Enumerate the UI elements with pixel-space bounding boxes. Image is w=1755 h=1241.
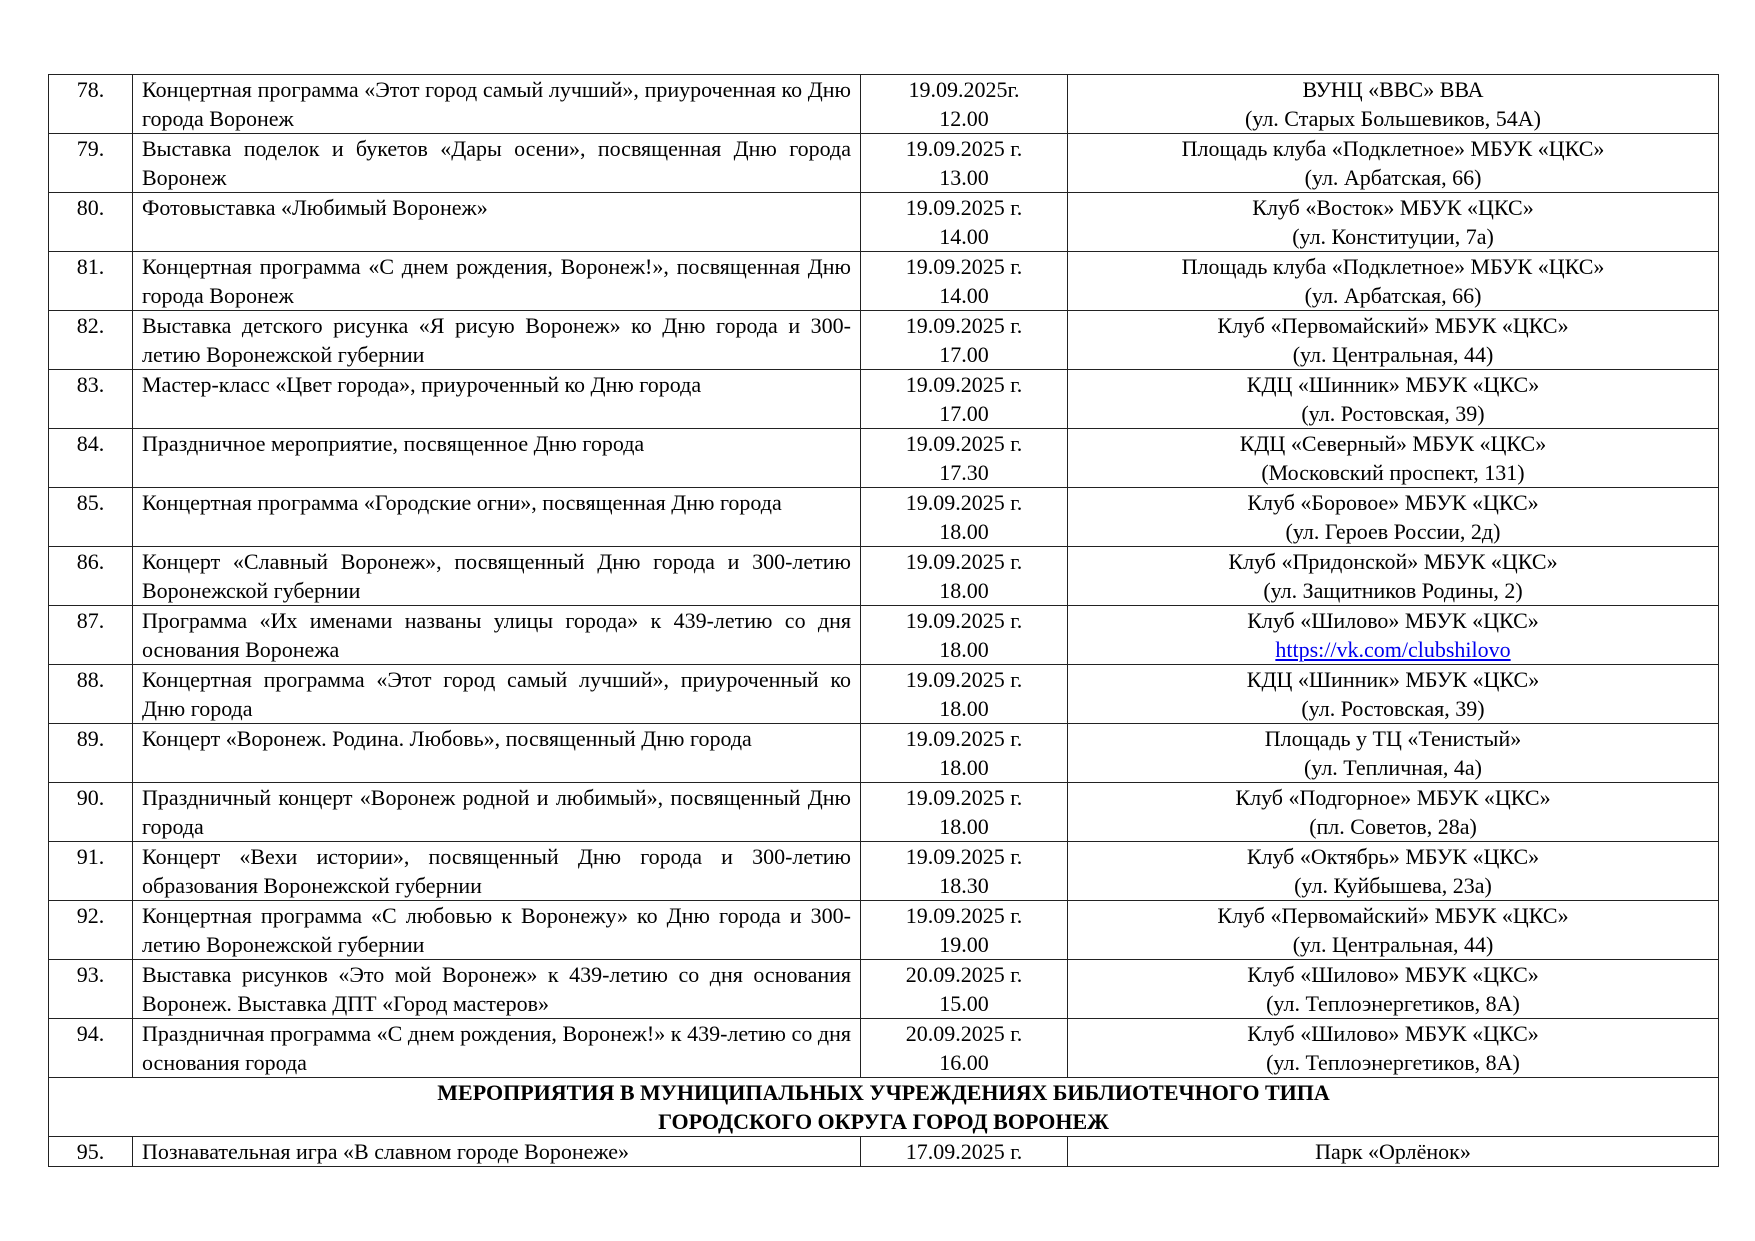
table-row: [49, 724, 1719, 783]
event-time-value: 18.00: [939, 814, 989, 839]
event-time-value: 18.00: [939, 578, 989, 603]
table-row: [49, 252, 1719, 311]
event-place-address: (пл. Советов, 28а): [1309, 814, 1477, 839]
event-place: [1068, 370, 1719, 429]
event-place: [1068, 842, 1719, 901]
event-place-address: (ул. Центральная, 44): [1292, 342, 1494, 367]
event-name: Концертная программа «Этот город самый лучший», приуроченная ко Дню города Воронеж: [133, 75, 861, 134]
row-number: 80.: [49, 193, 133, 252]
event-place-address: (ул. Теплоэнергетиков, 8А): [1266, 991, 1520, 1016]
event-date-value: 19.09.2025 г.: [905, 313, 1023, 338]
event-date: [861, 901, 1068, 960]
event-place-address: (ул. Героев России, 2д): [1285, 519, 1501, 544]
event-date-value: 19.09.2025 г.: [905, 667, 1023, 692]
table-row: [49, 783, 1719, 842]
event-date-value: 19.09.2025 г.: [905, 903, 1023, 928]
event-place-name: Клуб «Первомайский» МБУК «ЦКС»: [1217, 903, 1569, 928]
event-link[interactable]: https://vk.com/clubshilovo: [1275, 637, 1511, 662]
event-time-value: 15.00: [939, 991, 989, 1016]
row-number: 87.: [49, 606, 133, 665]
event-date: [861, 1137, 1068, 1167]
event-date-value: 19.09.2025 г.: [905, 490, 1023, 515]
event-name: Праздничная программа «С днем рождения, Воронеж!» к 439-летию со дня основания города: [133, 1019, 861, 1078]
event-date: [861, 488, 1068, 547]
event-date: [861, 370, 1068, 429]
event-date: [861, 1019, 1068, 1078]
event-place-name: Площадь у ТЦ «Тенистый»: [1264, 726, 1522, 751]
table-row: [49, 606, 1719, 665]
event-place-name: Площадь клуба «Подклетное» МБУК «ЦКС»: [1181, 136, 1605, 161]
event-place-address: (ул. Арбатская, 66): [1304, 165, 1482, 190]
event-place-address: (ул. Тепличная, 4а): [1303, 755, 1483, 780]
event-date: [861, 193, 1068, 252]
event-place-name: Клуб «Октябрь» МБУК «ЦКС»: [1246, 844, 1540, 869]
table-row: [49, 370, 1719, 429]
event-place: [1068, 724, 1719, 783]
event-place-address: (ул. Арбатская, 66): [1304, 283, 1482, 308]
event-place: [1068, 547, 1719, 606]
event-name: Праздничное мероприятие, посвященное Дню города: [133, 429, 861, 488]
event-name: Выставка рисунков «Это мой Воронеж» к 439-летию со дня основания Воронеж. Выставка ДПТ «Город мастеров»: [133, 960, 861, 1019]
event-time-value: 18.00: [939, 637, 989, 662]
event-place-name: Площадь клуба «Подклетное» МБУК «ЦКС»: [1181, 254, 1605, 279]
event-time-value: 13.00: [939, 165, 989, 190]
section-header-row: [49, 1078, 1719, 1137]
section-title-line-2: ГОРОДСКОГО ОКРУГА ГОРОД ВОРОНЕЖ: [658, 1109, 1109, 1134]
event-date-value: 19.09.2025 г.: [905, 608, 1023, 633]
event-time-value: 17.00: [939, 401, 989, 426]
events-table: [48, 74, 1719, 1167]
row-number: 79.: [49, 134, 133, 193]
event-name: Концерт «Славный Воронеж», посвященный Дню города и 300-летию Воронежской губернии: [133, 547, 861, 606]
event-date-value: 19.09.2025 г.: [905, 549, 1023, 574]
event-name: Концертная программа «С любовью к Воронежу» ко Дню города и 300-летию Воронежской губернии: [133, 901, 861, 960]
event-place-address: (ул. Теплоэнергетиков, 8А): [1266, 1050, 1520, 1075]
row-number: 86.: [49, 547, 133, 606]
event-place-name: Парк «Орлёнок»: [1315, 1139, 1471, 1164]
event-place-name: Клуб «Шилово» МБУК «ЦКС»: [1247, 962, 1539, 987]
event-name: Фотовыставка «Любимый Воронеж»: [133, 193, 861, 252]
event-date-value: 19.09.2025 г.: [905, 844, 1023, 869]
table-row: [49, 547, 1719, 606]
event-date-value: 20.09.2025 г.: [905, 1021, 1023, 1046]
row-number: 83.: [49, 370, 133, 429]
event-time-value: 19.00: [939, 932, 989, 957]
event-place: [1068, 75, 1719, 134]
event-date-value: 19.09.2025г.: [908, 77, 1020, 102]
event-name: Программа «Их именами названы улицы города» к 439-летию со дня основания Воронежа: [133, 606, 861, 665]
event-place-address: (ул. Старых Большевиков, 54А): [1244, 106, 1542, 131]
event-name: Выставка поделок и букетов «Дары осени», посвященная Дню города Воронеж: [133, 134, 861, 193]
section-title-line-1: МЕРОПРИЯТИЯ В МУНИЦИПАЛЬНЫХ УЧРЕЖДЕНИЯХ БИБЛИОТЕЧНОГО ТИПА: [437, 1080, 1330, 1105]
event-name: Мастер-класс «Цвет города», приуроченный ко Дню города: [133, 370, 861, 429]
event-date: [861, 134, 1068, 193]
event-date: [861, 842, 1068, 901]
event-date: [861, 724, 1068, 783]
event-time-value: 17.30: [939, 460, 989, 485]
event-time-value: 18.00: [939, 696, 989, 721]
event-place: [1068, 783, 1719, 842]
event-name: Концертная программа «Городские огни», посвященная Дню города: [133, 488, 861, 547]
event-name: Концерт «Вехи истории», посвященный Дню города и 300-летию образования Воронежской губернии: [133, 842, 861, 901]
event-time-value: 18.30: [939, 873, 989, 898]
event-place-name: Клуб «Первомайский» МБУК «ЦКС»: [1217, 313, 1569, 338]
event-date: [861, 606, 1068, 665]
event-place: [1068, 252, 1719, 311]
event-time-value: 18.00: [939, 755, 989, 780]
event-place-name: Клуб «Придонской» МБУК «ЦКС»: [1228, 549, 1558, 574]
row-number: 88.: [49, 665, 133, 724]
event-place-name: КДЦ «Шинник» МБУК «ЦКС»: [1246, 667, 1540, 692]
row-number: 82.: [49, 311, 133, 370]
table-row: [49, 311, 1719, 370]
event-time-value: 17.00: [939, 342, 989, 367]
event-date: [861, 783, 1068, 842]
row-number: 91.: [49, 842, 133, 901]
event-date: [861, 547, 1068, 606]
table-row: [49, 1019, 1719, 1078]
event-place: [1068, 193, 1719, 252]
event-date-value: 19.09.2025 г.: [905, 195, 1023, 220]
table-row: [49, 665, 1719, 724]
event-place: [1068, 488, 1719, 547]
row-number: 89.: [49, 724, 133, 783]
table-row: [49, 75, 1719, 134]
event-place: [1068, 429, 1719, 488]
event-place-name: КДЦ «Шинник» МБУК «ЦКС»: [1246, 372, 1540, 397]
event-date-value: 19.09.2025 г.: [905, 431, 1023, 456]
event-place-name: Клуб «Подгорное» МБУК «ЦКС»: [1235, 785, 1551, 810]
table-row: [49, 1137, 1719, 1167]
event-name: Выставка детского рисунка «Я рисую Воронеж» ко Дню города и 300-летию Воронежской губернии: [133, 311, 861, 370]
section-title: [49, 1078, 1719, 1137]
event-place-name: Клуб «Восток» МБУК «ЦКС»: [1252, 195, 1534, 220]
event-date: [861, 311, 1068, 370]
row-number: 84.: [49, 429, 133, 488]
table-row: [49, 134, 1719, 193]
event-date-value: 19.09.2025 г.: [905, 136, 1023, 161]
event-place-name: Клуб «Шилово» МБУК «ЦКС»: [1247, 1021, 1539, 1046]
event-time-value: 16.00: [939, 1050, 989, 1075]
row-number: 81.: [49, 252, 133, 311]
event-date: [861, 75, 1068, 134]
event-date: [861, 960, 1068, 1019]
row-number: 94.: [49, 1019, 133, 1078]
table-row: [49, 488, 1719, 547]
event-name: Праздничный концерт «Воронеж родной и любимый», посвященный Дню города: [133, 783, 861, 842]
event-place-address: (ул. Конституции, 7а): [1292, 224, 1494, 249]
table-row: [49, 193, 1719, 252]
event-time-value: 14.00: [939, 283, 989, 308]
event-place: [1068, 134, 1719, 193]
event-place: [1068, 960, 1719, 1019]
row-number: 92.: [49, 901, 133, 960]
event-time-value: 12.00: [939, 106, 989, 131]
event-place-name: КДЦ «Северный» МБУК «ЦКС»: [1239, 431, 1547, 456]
event-place-address: (ул. Центральная, 44): [1292, 932, 1494, 957]
event-place: [1068, 311, 1719, 370]
event-place-name: Клуб «Боровое» МБУК «ЦКС»: [1247, 490, 1539, 515]
event-place-address: (ул. Ростовская, 39): [1301, 401, 1485, 426]
event-place-address: (Московский проспект, 131): [1261, 460, 1525, 485]
event-place-name: Клуб «Шилово» МБУК «ЦКС»: [1247, 608, 1539, 633]
event-date-value: 20.09.2025 г.: [905, 962, 1023, 987]
event-date-value: 19.09.2025 г.: [905, 254, 1023, 279]
event-name: Концерт «Воронеж. Родина. Любовь», посвященный Дню города: [133, 724, 861, 783]
event-place: [1068, 606, 1719, 665]
event-date: [861, 665, 1068, 724]
row-number: 78.: [49, 75, 133, 134]
row-number: 93.: [49, 960, 133, 1019]
event-name: Концертная программа «Этот город самый лучший», приуроченный ко Дню города: [133, 665, 861, 724]
event-date: [861, 429, 1068, 488]
event-time-value: 18.00: [939, 519, 989, 544]
event-place-name: ВУНЦ «ВВС» ВВА: [1302, 77, 1484, 102]
row-number: 90.: [49, 783, 133, 842]
event-place: [1068, 901, 1719, 960]
event-place: [1068, 665, 1719, 724]
event-place-address: (ул. Защитников Родины, 2): [1263, 578, 1523, 603]
event-place-address: (ул. Ростовская, 39): [1301, 696, 1485, 721]
table-row: [49, 960, 1719, 1019]
event-date-value: 19.09.2025 г.: [905, 726, 1023, 751]
event-date-value: 19.09.2025 г.: [905, 785, 1023, 810]
table-row: [49, 901, 1719, 960]
event-place: [1068, 1137, 1719, 1167]
event-date-value: 19.09.2025 г.: [905, 372, 1023, 397]
event-time-value: 14.00: [939, 224, 989, 249]
event-name: Познавательная игра «В славном городе Воронеже»: [133, 1137, 861, 1167]
event-place-address: (ул. Куйбышева, 23а): [1294, 873, 1492, 898]
table-row: [49, 842, 1719, 901]
row-number: 85.: [49, 488, 133, 547]
table-row: [49, 429, 1719, 488]
event-date-value: 17.09.2025 г.: [905, 1139, 1023, 1164]
event-name: Концертная программа «С днем рождения, Воронеж!», посвященная Дню города Воронеж: [133, 252, 861, 311]
events-body: [49, 75, 1719, 1167]
event-place: [1068, 1019, 1719, 1078]
row-number: 95.: [49, 1137, 133, 1167]
event-date: [861, 252, 1068, 311]
